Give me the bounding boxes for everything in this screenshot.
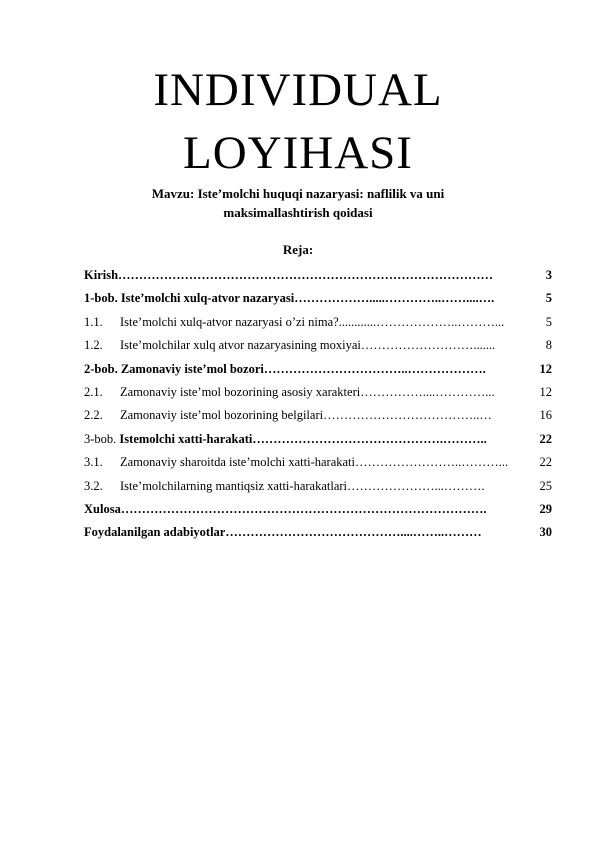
toc-entry-chapter-3 <box>84 428 552 451</box>
toc-page-number: 8 <box>545 334 552 357</box>
toc-entry-section-1-1 <box>84 311 552 334</box>
toc-label: Iste’molchi xulq-atvor nazaryasi o’zi nima? <box>120 314 339 329</box>
toc-section-number: 1.2. <box>84 338 103 353</box>
subtitle-line-2: maksimallashtirish qoidasi <box>223 205 373 220</box>
toc-label: Zamonaviy iste’mol bozorining asosiy xarakteri <box>120 384 361 399</box>
toc-leader: ……………………..………... <box>355 455 509 470</box>
toc-leader: …………………...………. <box>347 478 485 493</box>
toc-section-number: 2.1. <box>84 384 103 399</box>
toc-page-number: 3 <box>545 264 552 287</box>
toc-leader: ............………………..………... <box>338 314 505 329</box>
toc-label: Xulosa <box>84 501 121 516</box>
toc-page-number: 5 <box>545 311 552 334</box>
toc-leader: ……………....…………... <box>360 384 495 399</box>
toc-entry-section-2-2 <box>84 404 552 427</box>
toc-page-number: 25 <box>539 475 553 498</box>
toc-page-number: 5 <box>545 287 552 310</box>
toc-label: 2-bob. Zamonaviy iste’mol bozori <box>84 361 264 376</box>
toc-entry-references <box>84 521 552 544</box>
toc-page-number: 12 <box>539 381 553 404</box>
toc-label: Foydalanilgan adabiyotlar <box>84 525 226 540</box>
toc-leader: ……………………………………....……..……… <box>225 525 482 540</box>
toc-entry-section-1-2 <box>84 334 552 357</box>
toc-label: Zamonaviy sharoitda iste’molchi xatti-harakati <box>120 455 355 470</box>
toc-label-prefix: 3-bob. <box>84 431 120 446</box>
subtitle <box>110 184 486 222</box>
toc-page-number: 22 <box>539 451 553 474</box>
toc-leader: ……………………………………………………………………………. <box>120 501 487 516</box>
toc-section-number: 1.1. <box>84 314 103 329</box>
toc-label: Kirish <box>84 268 119 282</box>
toc-entry-chapter-2 <box>84 358 552 381</box>
toc-page-number: 12 <box>539 358 553 381</box>
toc-page-number: 16 <box>539 404 553 427</box>
table-of-contents <box>84 264 552 545</box>
toc-page-number: 30 <box>539 521 553 544</box>
toc-label: Zamonaviy iste’mol bozorining belgilari <box>120 408 324 423</box>
toc-label: Iste’molchilarning mantiqsiz xatti-harakatlari <box>120 478 348 493</box>
title-line-2: LOYIHASI <box>183 127 413 179</box>
toc-leader: ………………………………..… <box>323 408 492 423</box>
toc-section-number: 3.2. <box>84 478 103 493</box>
toc-label: 1-bob. Iste’molchi xulq-atvor nazaryasi <box>84 291 295 306</box>
toc-entry-section-2-1 <box>84 381 552 404</box>
toc-page-number: 22 <box>539 428 553 451</box>
toc-section-number: 2.2. <box>84 408 103 423</box>
toc-section-number: 3.1. <box>84 455 103 470</box>
toc-leader: ……………….....…………..……....…. <box>294 291 495 306</box>
toc-entry-chapter-1 <box>84 287 552 310</box>
plan-heading: Reja: <box>282 242 314 257</box>
toc-label: Istemolchi xatti-harakati <box>119 431 253 446</box>
toc-page-number: 29 <box>539 498 553 521</box>
title-line-1: INDIVIDUAL <box>153 64 443 116</box>
toc-leader: ……………………………..………………. <box>263 361 486 376</box>
toc-leader: ……………………………………….……….. <box>252 431 487 446</box>
toc-leader: ……………………………………………………………………………… <box>118 268 494 282</box>
toc-entry-section-3-2 <box>84 475 552 498</box>
toc-label: Iste’molchilar xulq atvor nazaryasining moxiyai <box>120 338 361 353</box>
toc-entry-section-3-1 <box>84 451 552 474</box>
toc-entry-conclusion <box>84 498 552 521</box>
subtitle-line-1: Mavzu: Iste’molchi huquqi nazaryasi: naflilik va uni <box>151 186 445 201</box>
toc-leader: ………………………....... <box>360 338 496 353</box>
toc-entry-introduction <box>84 264 552 287</box>
